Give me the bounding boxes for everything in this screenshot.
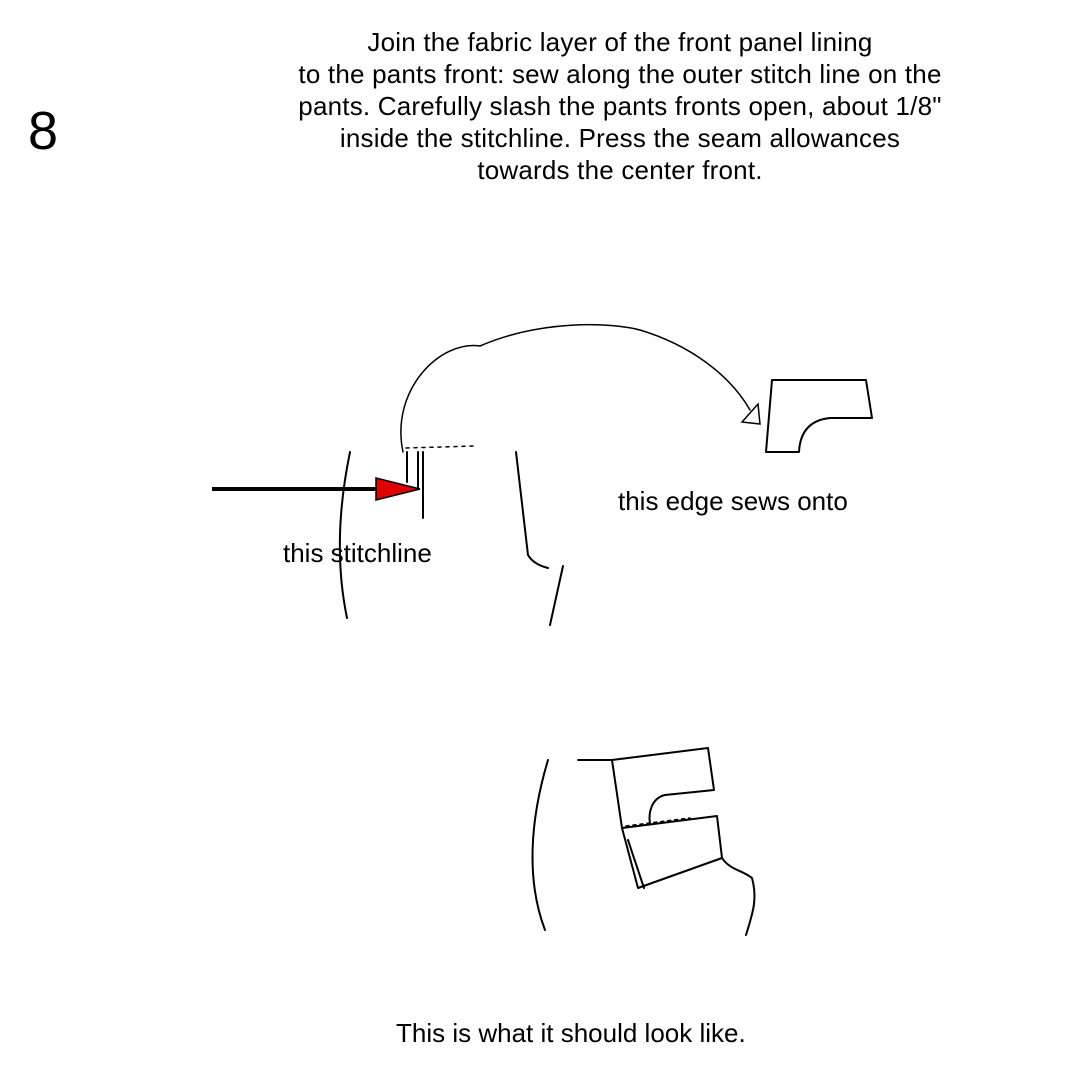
label-result: This is what it should look like.	[396, 1018, 746, 1048]
placement-arrowhead	[742, 404, 760, 424]
instruction-line-1: Join the fabric layer of the front panel lining	[367, 27, 873, 57]
stitchline-arrow	[212, 478, 420, 500]
instruction-line-2: to the pants front: sew along the outer stitch line on the	[298, 59, 942, 89]
lining-piece	[766, 380, 872, 452]
arrow-head	[376, 478, 420, 500]
result-illustration	[533, 748, 755, 935]
label-edge-sews-onto: this edge sews onto	[618, 486, 848, 516]
pants-right-edge	[516, 452, 548, 568]
pants-front-illustration	[340, 325, 760, 625]
instruction-line-4: inside the stitchline. Press the seam allowances	[339, 123, 901, 153]
result-right-edge	[722, 858, 754, 935]
result-lower-flap	[622, 816, 722, 888]
instruction-line-3: pants. Carefully slash the pants fronts open, about 1/8"	[298, 91, 942, 121]
waistline	[406, 446, 475, 448]
lining-outline	[766, 380, 872, 452]
result-stitch-guide	[626, 818, 690, 826]
result-panel-top	[612, 748, 714, 795]
label-stitchline: this stitchline	[283, 538, 432, 568]
pants-leg-line	[550, 566, 563, 625]
result-panel-left	[612, 760, 622, 828]
instruction-line-5: towards the center front.	[477, 155, 763, 185]
result-panel-inner-curve	[650, 795, 665, 824]
step-number: 8	[28, 101, 59, 161]
placement-curve	[401, 325, 750, 452]
pants-left-edge	[340, 452, 350, 618]
result-left-edge	[533, 760, 548, 930]
